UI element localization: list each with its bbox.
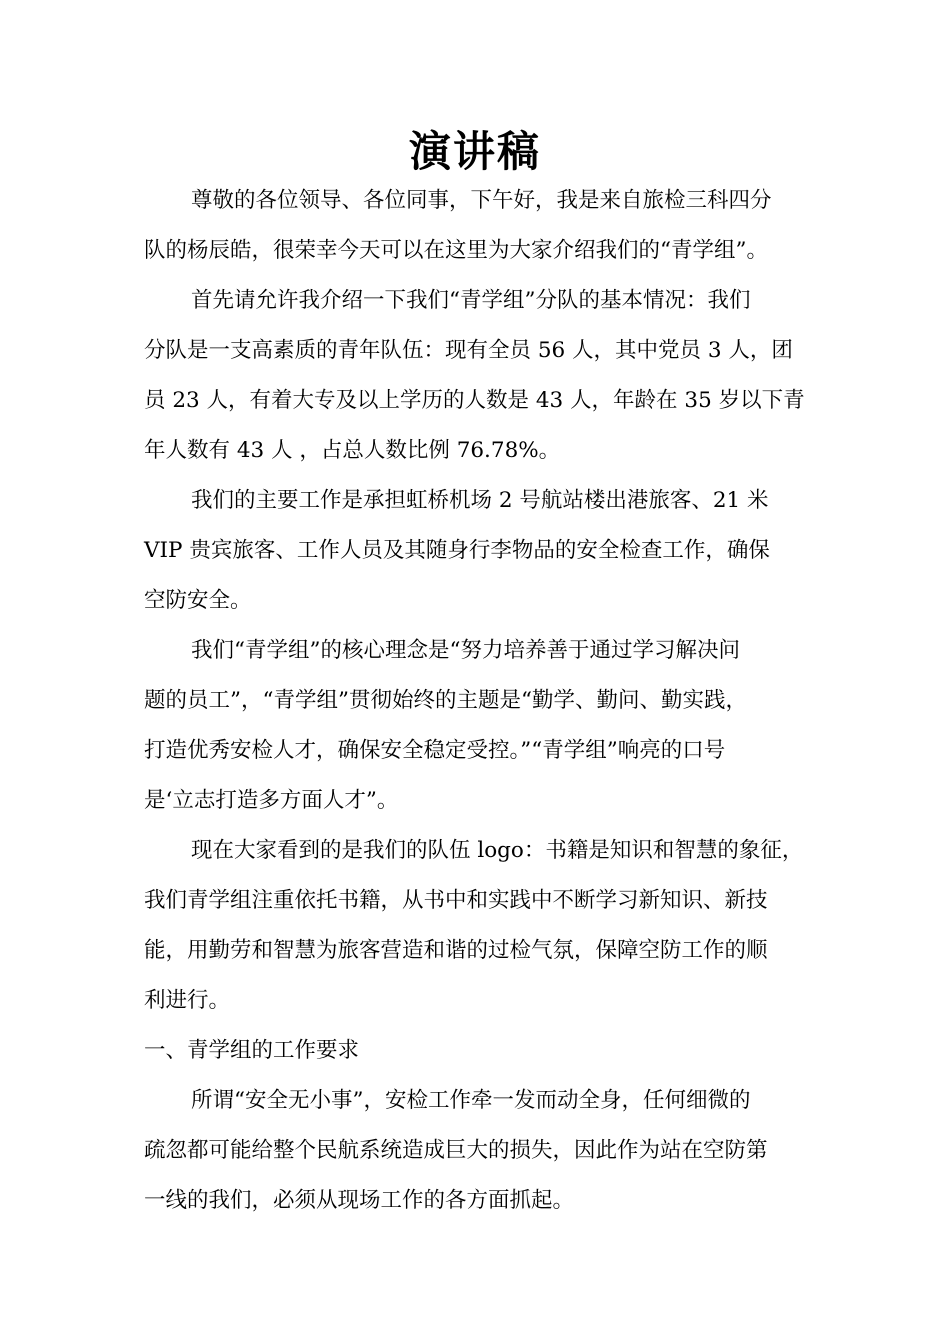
paragraph-line: 所谓“安全无小事”，安检工作牵一发而动全身，任何细微的 (191, 1088, 751, 1113)
paragraph-line: 是‘立志打造多方面人才”。 (144, 788, 399, 813)
paragraph-line: 现在大家看到的是我们的队伍 logo：书籍是知识和智慧的象征， (191, 838, 804, 863)
paragraph-line: 能，用勤劳和智慧为旅客营造和谐的过检气氛，保障空防工作的顺 (144, 938, 768, 963)
paragraph-line: 我们的主要工作是承担虹桥机场 2 号航站楼出港旅客、21 米 (191, 488, 769, 513)
paragraph-line: 首先请允许我介绍一下我们“青学组”分队的基本情况：我们 (191, 288, 751, 313)
paragraph-line: 打造优秀安检人才，确保安全稳定受控。”“青学组”响亮的口号 (144, 738, 726, 763)
paragraph-line: 队的杨辰皓，很荣幸今天可以在这里为大家介绍我们的“青学组”。 (144, 238, 768, 263)
paragraph-line: 年人数有 43 人 ，占总人数比例 76.78%。 (144, 438, 561, 463)
paragraph-line: 疏忽都可能给整个民航系统造成巨大的损失，因此作为站在空防第 (144, 1138, 768, 1163)
paragraph-line: 员 23 人，有着大专及以上学历的人数是 43 人，年龄在 35 岁以下青 (144, 388, 805, 413)
paragraph-line: 分队是一支高素质的青年队伍：现有全员 56 人，其中党员 3 人，团 (144, 338, 793, 363)
paragraph-line: 我们青学组注重依托书籍，从书中和实践中不断学习新知识、新技 (144, 888, 768, 913)
paragraph-line: 利进行。 (144, 988, 231, 1013)
paragraph-line: 空防安全。 (144, 588, 252, 613)
section-heading: 一、青学组的工作要求 (144, 1038, 360, 1063)
paragraph-line: 题的员工”，“青学组”贯彻始终的主题是“勤学、勤问、勤实践， (144, 688, 747, 713)
paragraph-line: VIP 贵宾旅客、工作人员及其随身行李物品的安全检查工作，确保 (144, 538, 770, 563)
document-title: 演讲稿 (408, 127, 541, 176)
paragraph-line: 尊敬的各位领导、各位同事，下午好，我是来自旅检三科四分 (191, 188, 772, 213)
paragraph-line: 一线的我们，必须从现场工作的各方面抓起。 (144, 1188, 575, 1213)
document-body (144, 176, 824, 1226)
paragraph-line: 我们“青学组”的核心理念是“努力培养善于通过学习解决问 (191, 638, 740, 663)
